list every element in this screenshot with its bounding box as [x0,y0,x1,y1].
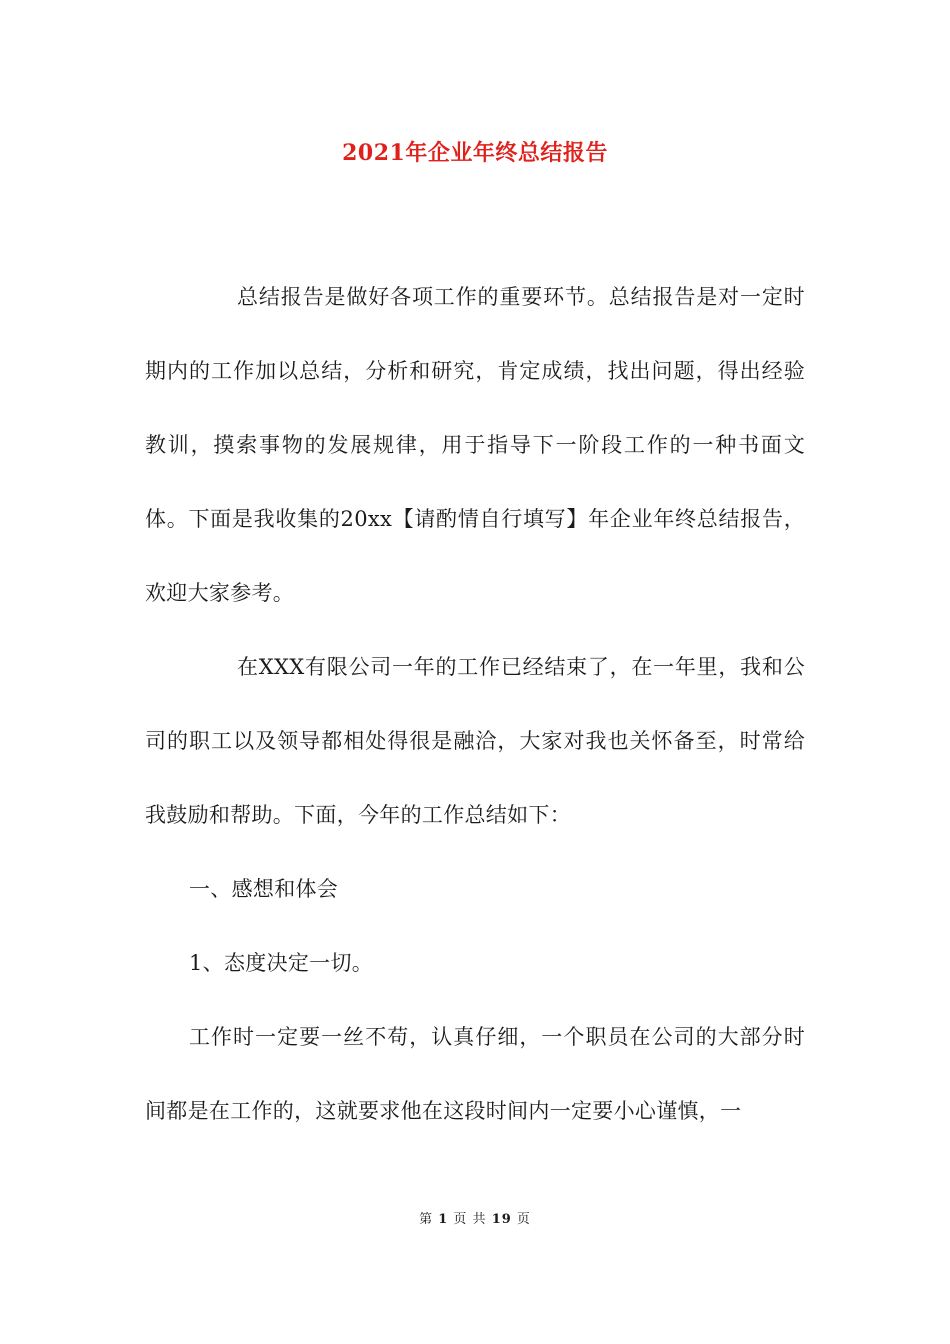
footer-current-page: 1 [438,1212,449,1227]
footer-total-pages: 19 [491,1212,512,1227]
subsection-heading: 1、态度决定一切。 [189,951,374,975]
page-title: 2021年企业年终总结报告 [342,140,608,166]
footer-middle: 页 共 [453,1212,487,1227]
page-footer [0,1208,950,1227]
footer-suffix: 页 [516,1212,531,1227]
paragraph-opening: 在XXX有限公司一年的工作已经结束了，在一年里，我和公司的职工以及领导都相处得很是融洽，大家对我也关怀备至，时常给我鼓励和帮助。下面，今年的工作总结如下： [145,655,805,827]
paragraph-intro: 总结报告是做好各项工作的重要环节。总结报告是对一定时期内的工作加以总结，分析和研究，肯定成绩，找出问题，得出经验教训，摸索事物的发展规律，用于指导下一阶段工作的一种书面文体。下面是我收集的20xx【请酌情自行填写】年企业年终总结报告，欢迎大家参考。 [145,285,805,605]
paragraph-body: 工作时一定要一丝不苟，认真仔细，一个职员在公司的大部分时间都是在工作的，这就要求他在这段时间内一定要小心谨慎，一 [145,1025,805,1123]
section-heading: 一、感想和体会 [189,877,339,901]
footer-prefix: 第 [419,1212,434,1227]
